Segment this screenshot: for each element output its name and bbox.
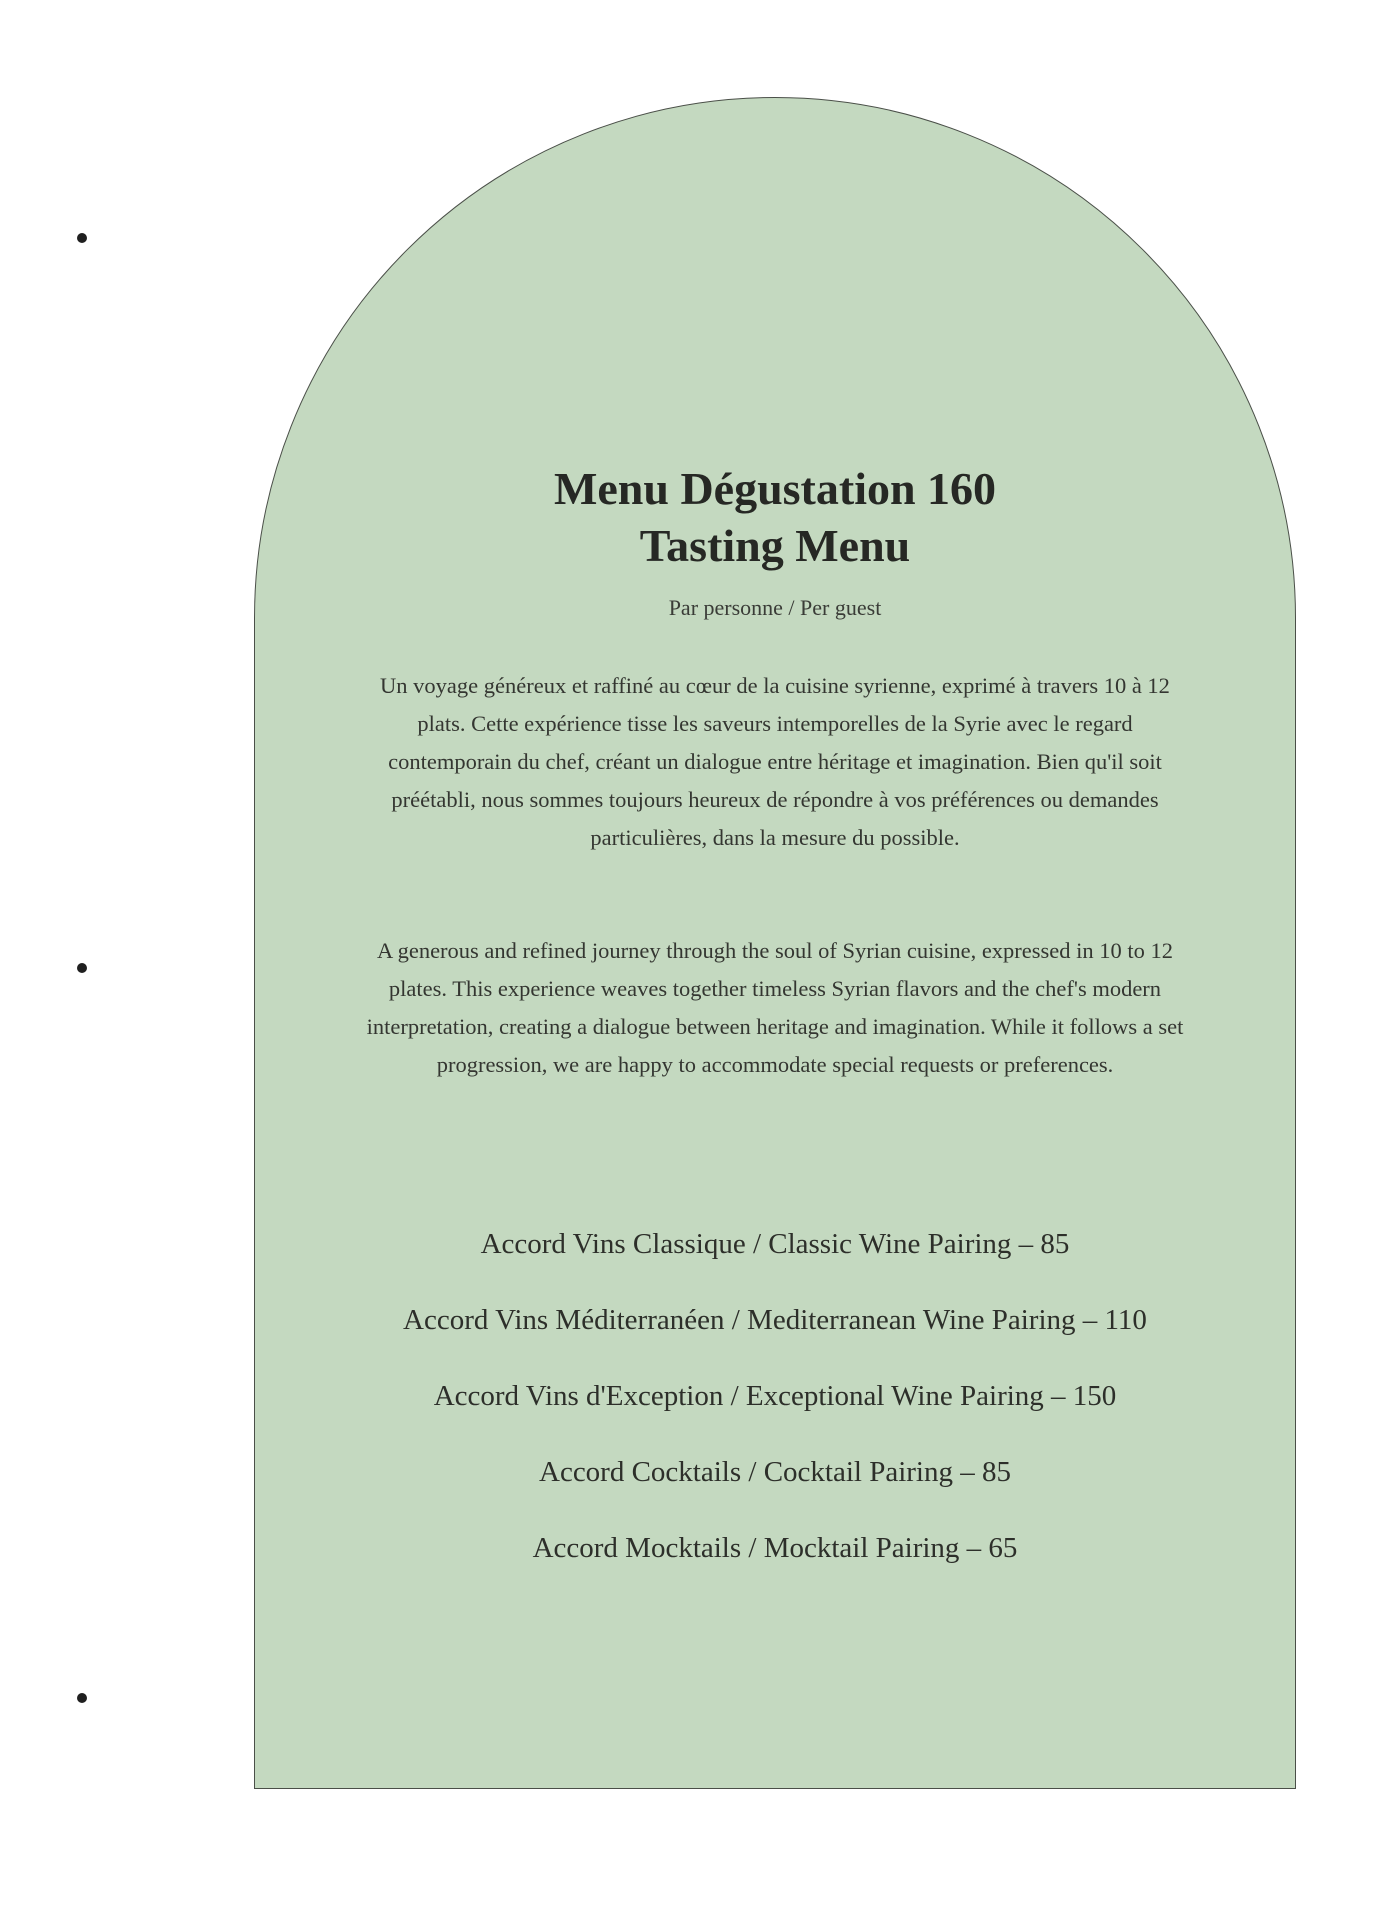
description-en: A generous and refined journey through the soul of Syrian cuisine, expressed in 10 to 12 plates. This experience weaves together timeless Syrian flavors and the chef's modern interpretation, creating a dialogue between heritage and imagination. While it follows a set progression, we are happy to accommodate special requests or preferences. (366, 938, 1184, 1077)
per-guest-note: Par personne / Per guest (668, 595, 882, 620)
menu-title-en: Tasting Menu (639, 520, 911, 571)
pairing-item-exceptional-wine: Accord Vins d'Exception / Exceptional Wine Pairing – 150 (433, 1380, 1117, 1412)
pairing-item-cocktail: Accord Cocktails / Cocktail Pairing – 85 (539, 1456, 1011, 1488)
menu-title-fr: Menu Dégustation 160 (553, 463, 997, 514)
description-fr: Un voyage généreux et raffiné au cœur de la cuisine syrienne, exprimé à travers 10 à 12 plats. Cette expérience tisse les saveurs intemporelles de la Syrie avec le regard contemporain du chef, créant un dialogue entre héritage et imagination. Bien qu'il soit préétabli, nous sommes toujours heureux de répondre à vos préférences ou demandes particulières, dans la mesure du possible. (380, 673, 1170, 850)
bullet-dot (77, 963, 87, 973)
bullet-dot (77, 1693, 87, 1703)
bullet-dot (77, 233, 87, 243)
pairing-item-mocktail: Accord Mocktails / Mocktail Pairing – 65 (532, 1532, 1018, 1564)
pairing-item-classic-wine: Accord Vins Classique / Classic Wine Pairing – 85 (480, 1228, 1070, 1260)
pairing-item-mediterranean-wine: Accord Vins Méditerranéen / Mediterranean Wine Pairing – 110 (403, 1304, 1147, 1336)
pairing-list (254, 1226, 1296, 1606)
